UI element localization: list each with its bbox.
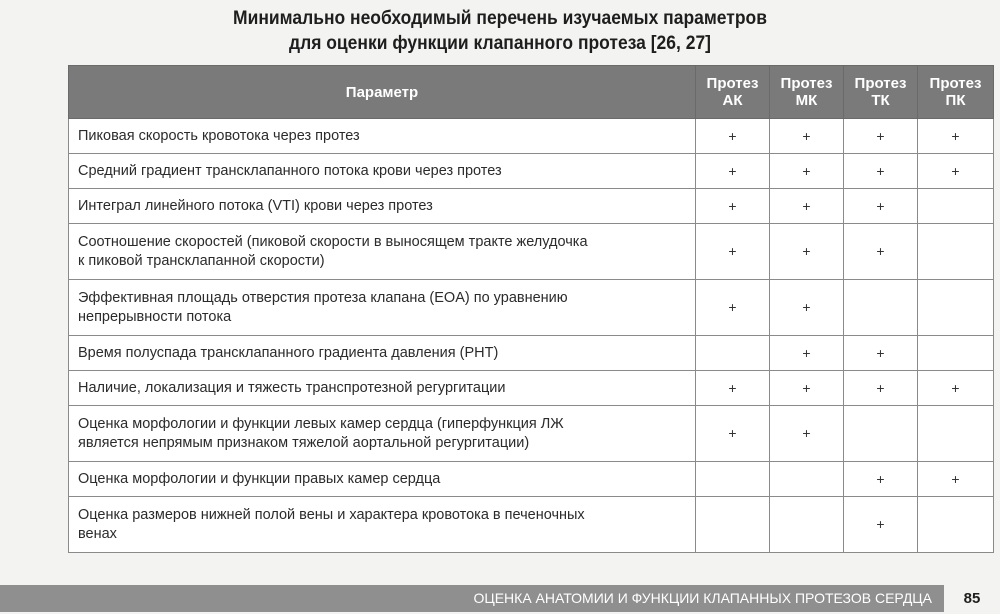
table-row [69,119,994,154]
header-prosthesis-tk [844,66,918,119]
parameter-line-1: Средний градиент трансклапанного потока крови через протез [78,162,502,179]
table-row [69,154,994,189]
cell-tk: + [844,119,918,154]
table-row [69,497,994,553]
cell-mk: + [770,154,844,189]
parameter-cell [69,280,696,336]
cell-pk [918,224,994,280]
cell-tk [844,280,918,336]
parameter-cell [69,224,696,280]
header-tk-line-1: Протез [854,75,907,92]
parameter-cell [69,189,696,224]
parameter-cell [69,336,696,371]
parameter-line-1: Наличие, локализация и тяжесть транспротезной регургитации [78,379,506,396]
header-parameter: Параметр [69,66,696,119]
parameter-line-1: Эффективная площадь отверстия протеза клапана (EOA) по уравнению [78,289,568,306]
cell-ak: + [696,154,770,189]
page-number: 85 [963,590,981,607]
cell-ak: + [696,280,770,336]
cell-mk: + [770,189,844,224]
cell-ak: + [696,189,770,224]
title-line-2: для оценки функции клапанного протеза [26, 27] [289,33,711,54]
cell-mk: + [770,280,844,336]
cell-tk [844,406,918,462]
parameter-line-1: Интеграл линейного потока (VTI) крови через протез [78,197,433,214]
footer-section-title: ОЦЕНКА АНАТОМИИ И ФУНКЦИИ КЛАПАННЫХ ПРОТЕЗОВ СЕРДЦА [473,590,932,606]
cell-mk: + [770,371,844,406]
cell-mk: + [770,406,844,462]
parameter-line-1: Оценка морфологии и функции правых камер сердца [78,470,441,487]
cell-ak [696,497,770,553]
parameter-cell [69,497,696,553]
parameters-table [68,65,994,553]
cell-pk [918,406,994,462]
table-title [40,6,960,56]
parameter-cell [69,406,696,462]
header-tk-line-2: ТК [871,92,890,109]
header-prosthesis-mk [770,66,844,119]
cell-tk: + [844,336,918,371]
cell-mk [770,462,844,497]
parameter-line-1: Время полуспада трансклапанного градиента давления (PHT) [78,344,499,361]
table-row [69,406,994,462]
cell-tk: + [844,224,918,280]
header-ak-line-2: АК [722,92,743,109]
cell-pk: + [918,462,994,497]
cell-ak [696,462,770,497]
parameter-line-2: венах [78,525,117,542]
cell-tk: + [844,497,918,553]
cell-pk: + [918,154,994,189]
parameter-line-2: является непрямым признаком тяжелой аортальной регургитации) [78,434,530,451]
cell-pk [918,497,994,553]
parameter-cell [69,119,696,154]
parameter-line-2: к пиковой трансклапанной скорости) [78,252,325,269]
header-mk-line-1: Протез [780,75,833,92]
parameter-cell [69,371,696,406]
parameter-line-1: Пиковая скорость кровотока через протез [78,127,360,144]
cell-ak: + [696,371,770,406]
cell-pk: + [918,371,994,406]
header-mk-line-2: МК [795,92,818,109]
header-pk-line-2: ПК [945,92,966,109]
cell-mk [770,497,844,553]
cell-mk: + [770,224,844,280]
header-prosthesis-ak [696,66,770,119]
cell-tk: + [844,462,918,497]
parameter-line-1: Соотношение скоростей (пиковой скорости в выносящем тракте желудочка [78,233,588,250]
title-line-1: Минимально необходимый перечень изучаемых параметров [233,8,767,29]
table-row [69,462,994,497]
header-prosthesis-pk [918,66,994,119]
parameter-line-2: непрерывности потока [78,308,232,325]
table-row [69,189,994,224]
parameter-cell [69,154,696,189]
cell-ak: + [696,406,770,462]
cell-mk: + [770,336,844,371]
parameter-line-1: Оценка размеров нижней полой вены и характера кровотока в печеночных [78,506,585,523]
header-pk-line-1: Протез [929,75,982,92]
table-header-row [69,66,994,119]
parameter-cell [69,462,696,497]
header-ak-line-1: Протез [706,75,759,92]
cell-pk [918,280,994,336]
cell-ak: + [696,119,770,154]
table-row [69,371,994,406]
cell-ak: + [696,224,770,280]
table-row [69,280,994,336]
cell-tk: + [844,154,918,189]
cell-pk: + [918,119,994,154]
cell-mk: + [770,119,844,154]
table-row [69,336,994,371]
table-row [69,224,994,280]
cell-tk: + [844,371,918,406]
footer-bar [0,585,944,612]
cell-pk [918,189,994,224]
parameter-line-1: Оценка морфологии и функции левых камер сердца (гиперфункция ЛЖ [78,415,564,432]
cell-pk [918,336,994,371]
cell-ak [696,336,770,371]
cell-tk: + [844,189,918,224]
